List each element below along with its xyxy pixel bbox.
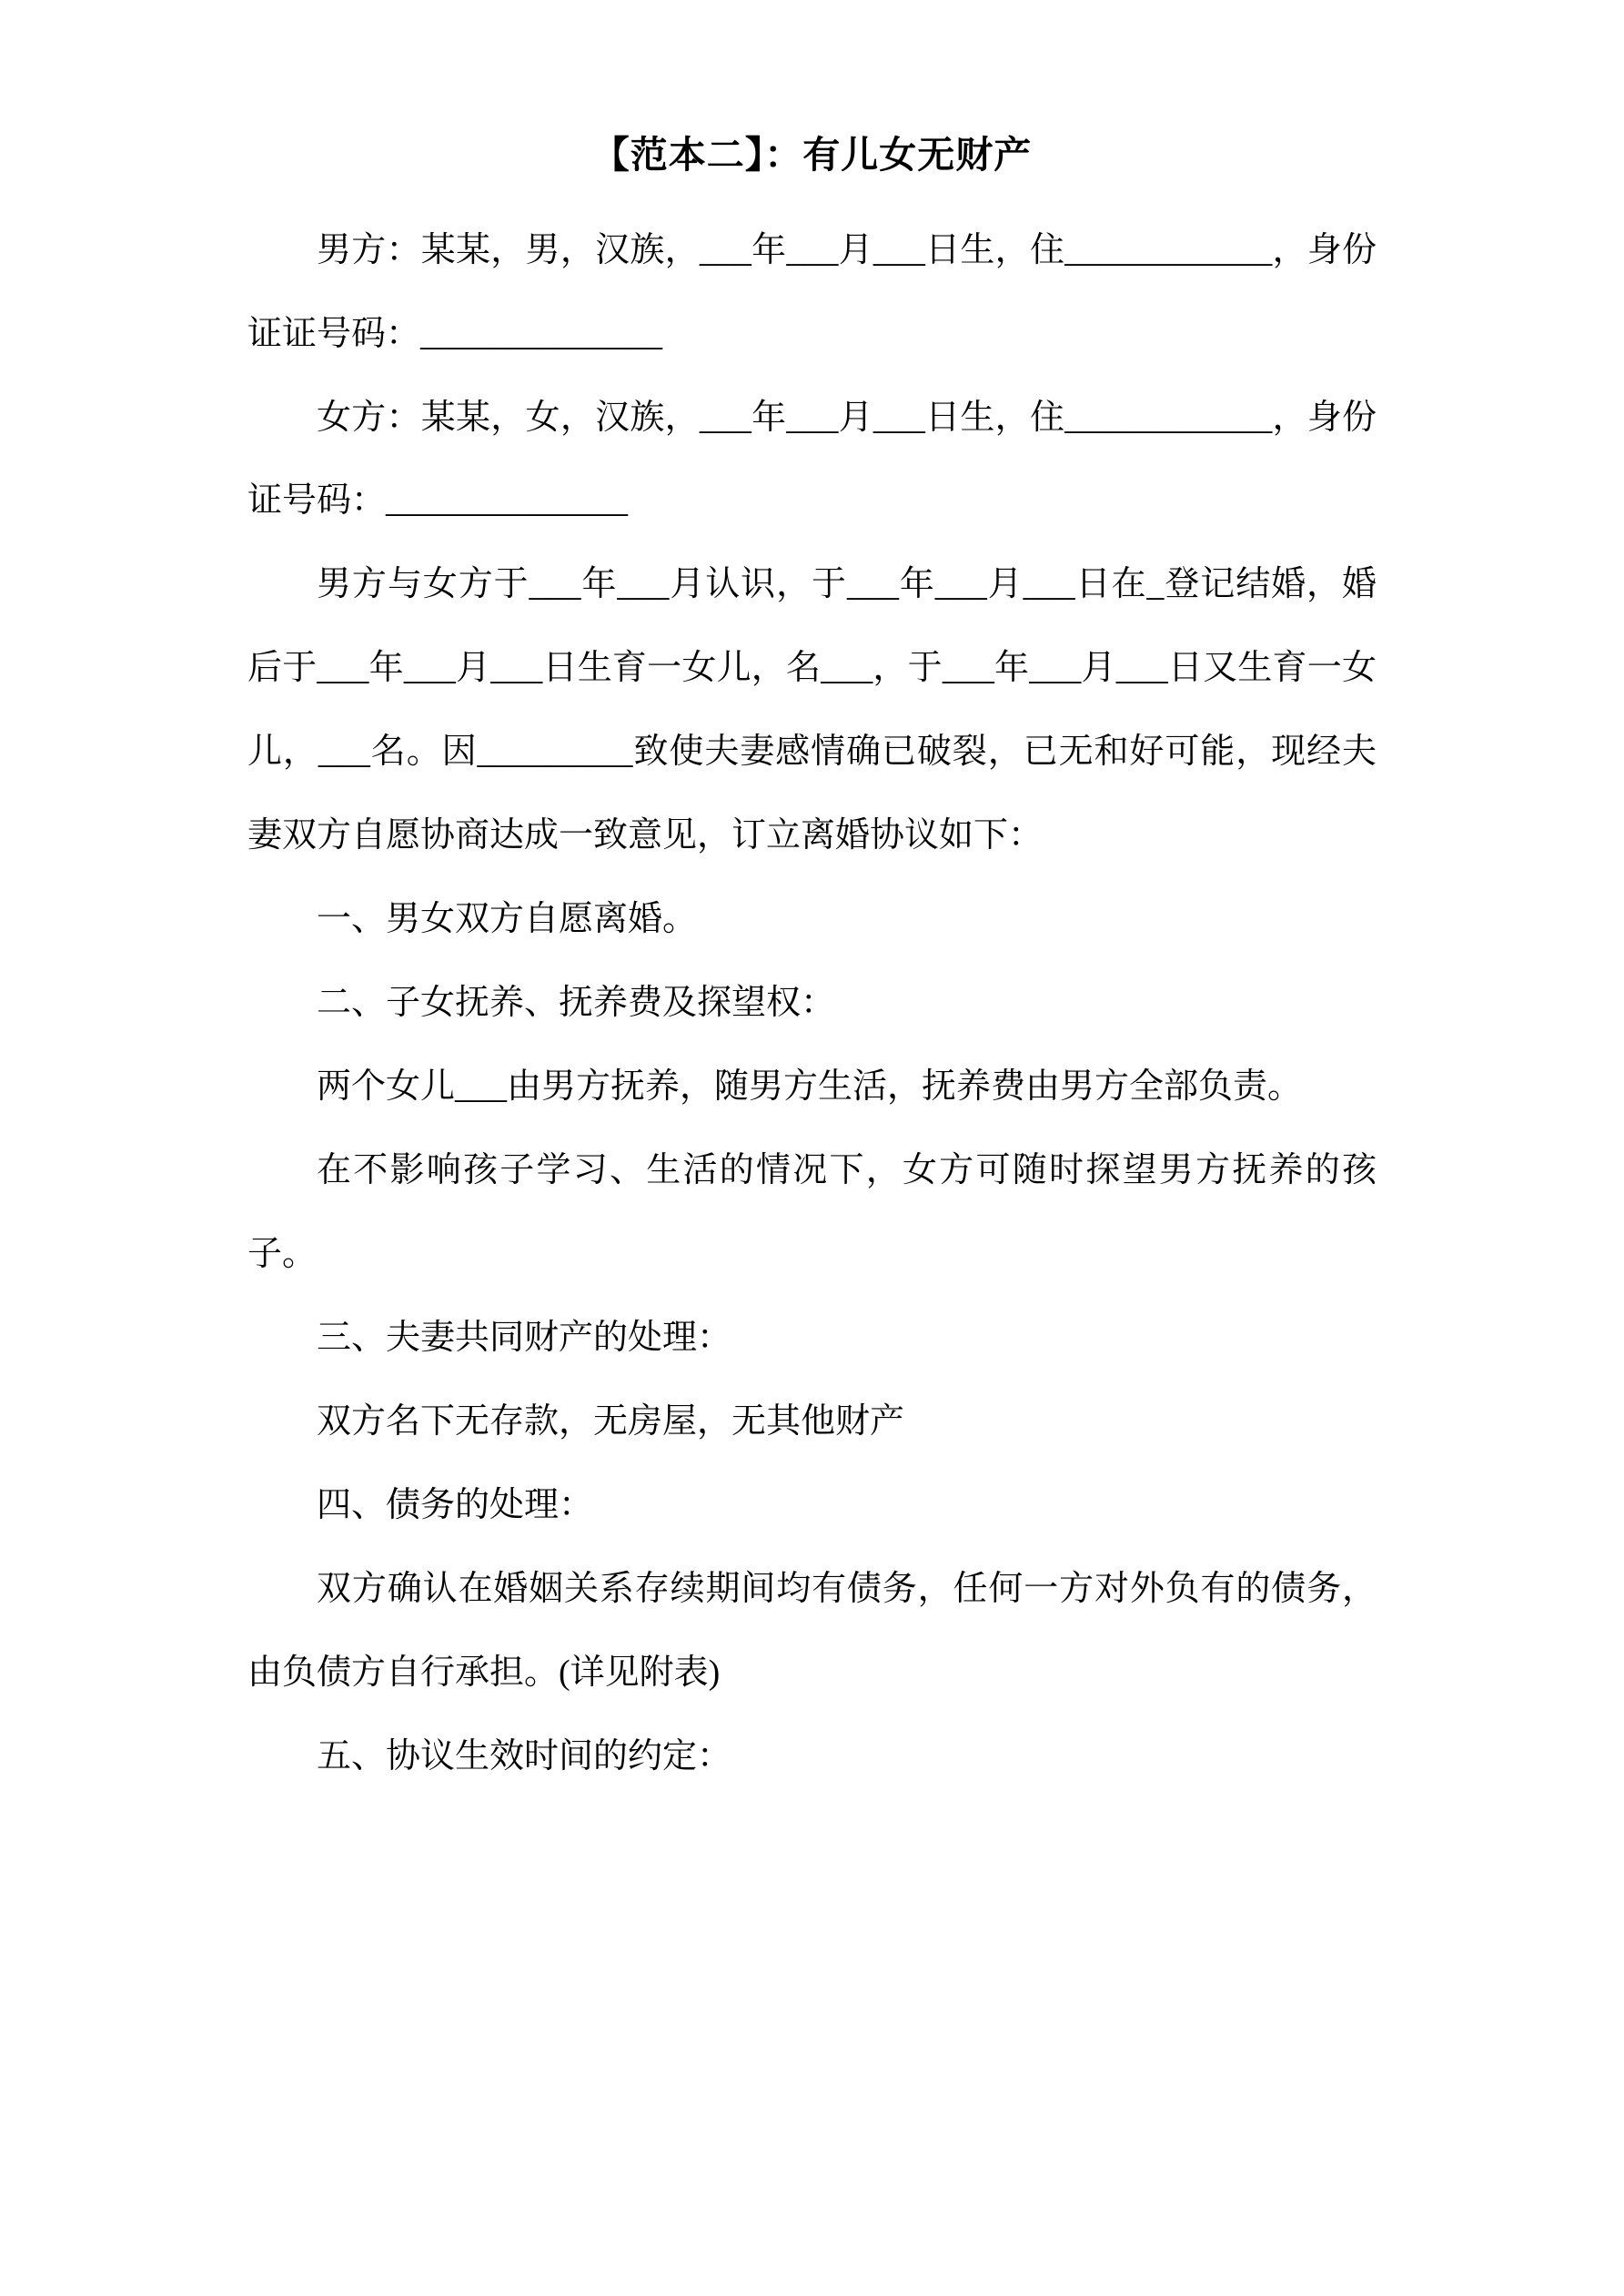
paragraph-clause-3-heading: 三、夫妻共同财产的处理： <box>317 1318 732 1357</box>
paragraph-clause-2-custody: 两个女儿___由男方抚养，随男方生活，抚养费由男方全部负责。 <box>317 1067 1303 1107</box>
paragraph-clause-4-heading: 四、债务的处理： <box>317 1485 594 1524</box>
paragraph-party-female: 女方：某某，女，汉族，___年___月___日生，住____________，身份证号码：______________ <box>247 398 1377 521</box>
paragraph-clause-2-heading: 二、子女抚养、抚养费及探望权： <box>317 984 836 1023</box>
document-body <box>247 209 1377 1799</box>
paragraph-clause-1: 一、男女双方自愿离婚。 <box>317 900 698 939</box>
paragraph-clause-3-property: 双方名下无存款，无房屋，无其他财产 <box>317 1401 905 1441</box>
paragraph-clause-2-visitation: 在不影响孩子学习、生活的情况下，女方可随时探望男方抚养的孩子。 <box>247 1151 1377 1274</box>
paragraph-party-male: 男方：某某，男，汉族，___年___月___日生，住____________，身份证证号码：______________ <box>247 230 1377 353</box>
paragraph-clause-5-heading: 五、协议生效时间的约定： <box>317 1736 732 1775</box>
paragraph-clause-4-debt: 双方确认在婚姻关系存续期间均有债务，任何一方对外负有的债务，由负债方自行承担。(详见附表) <box>247 1569 1377 1692</box>
paragraph-preamble: 男方与女方于___年___月认识，于___年___月___日在_登记结婚，婚后于___年___月___日生育一女儿，名___，于___年___月___日又生育一女儿，___名。因_________致使夫妻感情确已破裂，已无和好可能，现经夫妻双方自愿协商达成一致意见，订立离婚协议如下： <box>247 565 1377 855</box>
document-title: 【范本二】：有儿女无财产 <box>591 134 1033 176</box>
